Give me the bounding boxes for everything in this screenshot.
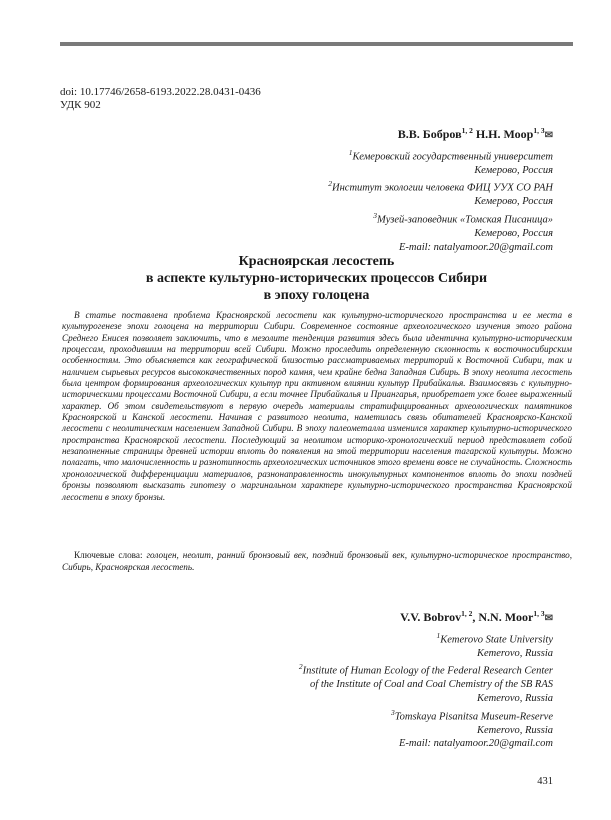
author-sup: 1, 2 [461,609,473,618]
author-sup: 1, 3 [533,609,545,618]
page-number: 431 [537,776,553,787]
affiliation-line: Kemerovo, Russia [476,647,553,659]
affiliation-line: $^2$Institute of Human Ecology of the Federal Research Center [298,662,553,677]
author-sup: 1, 3 [533,126,545,135]
title-line: в аспекте культурно-исторических процессов Сибири [145,271,488,286]
affiliation-line: Кемерово, Россия [474,164,553,176]
author-email[interactable]: E-mail: natalyamoor.20@gmail.com [398,241,553,253]
author-name: В.В. Бобров [397,127,462,141]
author-name: V.V. Bobrov [400,610,462,624]
affiliation-line: $^1$Кемеровский государственный университет [348,147,553,163]
abstract-text: В статье поставлена проблема Красноярской лесостепи как культурно-исторического пространства и ее места в культурогенезе эпохи голоцена на территории Сибири. Современное состояние археологического изучения этого района Среднего Енисея позволяет заключить, что в мезолите тенденция развития здесь была идентична культурно-историческим процессам, проходившим на территории всей Сибири. Можно проследить определенную склонность к восточносибирским особенностям. Это объясняется как географической близостью рассматриваемых территорий к Восточной Сибири, так и наличием сырьевых ресурсов высококачественных пород камня, чем крайне бедна Западная Сибирь. В эпоху неолита лесостепь была центром формирования археологических культур при активном влиянии культур Прибайкалья. Взаимосвязь с культурно-историческими процессами Восточной Сибири, а если точнее Прибайкалья и Приангарья, приобретает уже более выраженный характер. Об этом свидетельствуют в первую очередь материалы стратифицированных археологических памятников Красноярской и Канской лесостепи. Начиная с развитого неолита, наметилась связь обитателей Красноярско-Канской лесостепи с неолитическим населением Западной Сибири. В эпоху палеометалла изменился характер культурно-исторического пространства Красноярской лесостепи. Последующий за неолитом историко-хронологический период представляет собой незаполненные страницы древней истории вплоть до появления на этой территории населения тагарской культуры. Можно полагать, что малочисленность и разнотипность археологических источников этого времени вовсе не случайность. Сложность хронологической дифференциации материалов, разнонаправленность инокультурных компонентов вплоть до эпохи поздней бронзы позволяют высказать гипотезу о маргинальном характере культурно-исторического пространства Красноярской лесостепи в эпоху бронзы. [62,310,572,502]
envelope-icon[interactable]: ✉ [544,130,553,141]
author-email[interactable]: E-mail: natalyamoor.20@gmail.com [398,738,553,750]
author-name: N.N. Moor [478,610,534,624]
author-name: Н.Н. Моор [475,127,534,141]
title-line: в эпоху голоцена [263,288,370,303]
affiliation-line: Kemerovo, Russia [476,692,553,704]
envelope-icon[interactable]: ✉ [544,613,553,624]
affiliation-line: $^2$Институт экологии человека ФИЦ УУХ СО РАН [328,179,553,194]
keywords-text: голоцен, неолит, ранний бронзовый век, поздний бронзовый век, культурно-историческое пространство, Сибирь, Красноярская лесостепь. [62,550,572,572]
article-meta [60,86,261,112]
title-line: Красноярская лесостепь [238,254,395,269]
en-author-block [299,607,553,751]
affiliation-line: $^3$Tomskaya Pisanitsa Museum-Reserve [390,707,553,723]
affiliation-line: Kemerovo, Russia [476,724,553,736]
affiliation-line: $^3$Музей-заповедник «Томская Писаница» [373,210,553,226]
affiliation-line: of the Institute of Coal and Coal Chemistry of the SB RAS [310,679,553,691]
doi[interactable]: doi: 10.17746/2658-6193.2022.28.0431-0436 [60,86,261,98]
en-author-names: V.V. Bobrov$^{1, 2}$, N.N. Moor$^{1, 3}$✉ [400,609,553,624]
udk: УДК 902 [60,99,101,111]
affiliation-line: $^1$Kemerovo State University [436,630,553,646]
keywords [62,550,572,573]
ru-author-names [328,124,553,143]
affiliation-line: Кемерово, Россия [474,196,553,208]
article-title [60,253,573,304]
affiliation-line: Кемерово, Россия [474,228,553,240]
top-rule [60,42,573,46]
abstract [62,310,572,503]
keywords-label: Ключевые слова: [74,550,143,560]
ru-author-block [328,124,553,254]
author-sup: 1, 2 [461,126,473,135]
